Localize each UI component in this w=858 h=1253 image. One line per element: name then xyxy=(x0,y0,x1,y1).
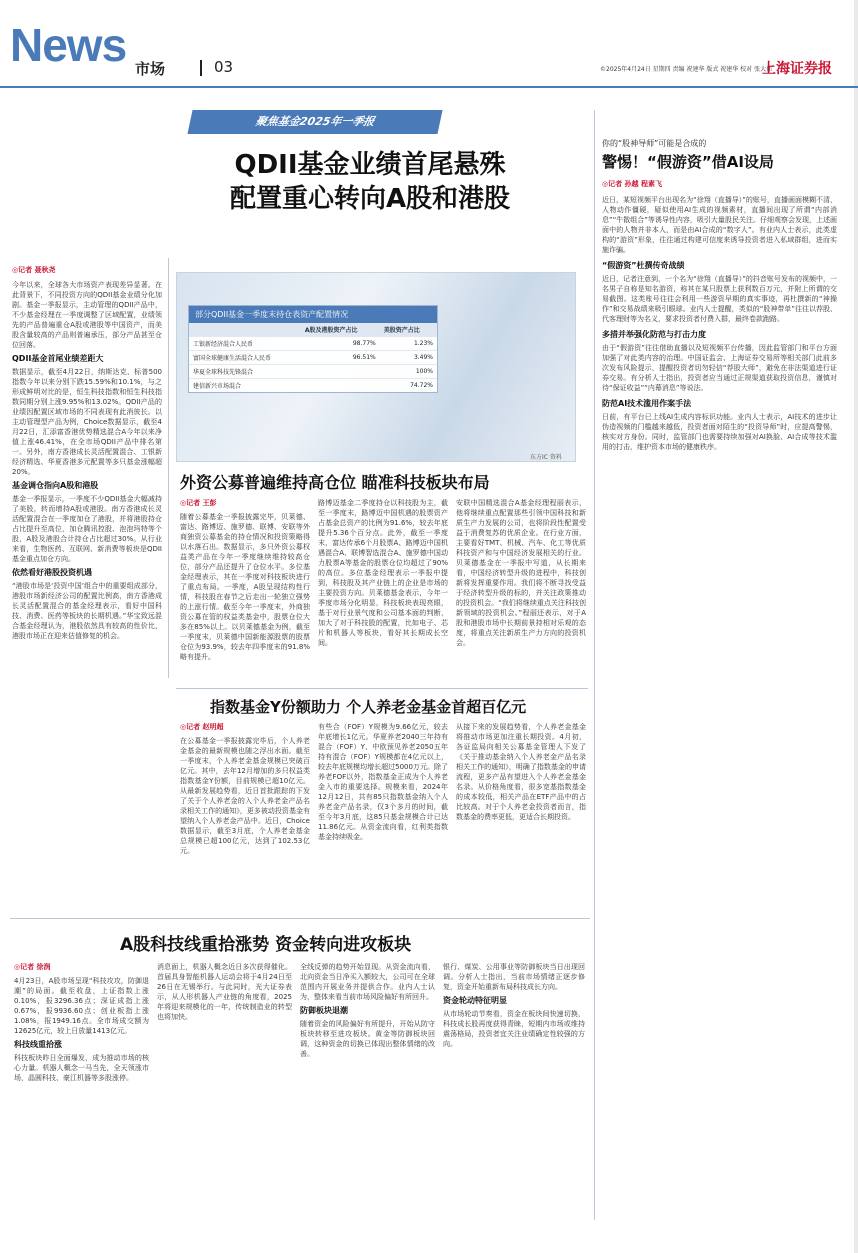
bottom-col-4-text: 银行、煤炭、公用事业等防御板块当日出现回调。分析人士指出，当前市场情绪正逐步修复，资金开始重新布局科技成长方向。 xyxy=(443,963,585,991)
table-cell xyxy=(301,379,380,393)
newspaper-name: 上海证券报 xyxy=(762,61,832,77)
bottom-subhead-1: 科技线重拾涨 xyxy=(14,1040,62,1049)
side-para-1: 近日，某短视频平台出现名为“徐翔（直播导）”的账号，直播画面模糊不清，人物动作僵硬，疑似使用AI生成的视频素材，直播间出现了所谓“内部消息”“牛散组合”等诱导性内容，吸引大量股民关注。仔细观察会发现，上述画面中的人物并非本人，而是由AI合成的“数字人”。有业内人士表示，此类虚构的“游资”形象，往往通过构建可信度来诱导投资者进入私域群组，进而实施诈骗。 xyxy=(602,196,837,254)
lead-headline-line-2: 配置重心转向A股和港股 xyxy=(229,184,511,214)
story2-headline: 外资公募普遍维持高仓位 瞄准科技板块布局 xyxy=(180,473,490,492)
bottom-headline: A股科技线重拾涨势 资金转向进攻板块 xyxy=(120,935,412,955)
table-cell: 74.72% xyxy=(380,379,437,393)
side-para-4: 日前，有平台已上线AI生成内容标识功能。业内人士表示，AI技术的进步让伪造视频的门槛越来越低，投资者面对陌生的“投资导师”时，应提高警惕，核实对方身份。同时，监管部门也需要持续加强对AI换脸、AI合成等技术滥用的打击，维护资本市场的健康秩序。 xyxy=(602,413,837,451)
masthead-date-line: ©2025年4月24日 星期四 责编 祝建华 版式 祝建华 校对 张大伟 xyxy=(600,66,773,73)
lead-para-3: “港股市场是‘投资中国’组合中的重要组成部分，港股市场新经济公司的配置比例高，南方香港成长灵活配置混合的基金经理表示，看好中国科技、消费、医药等板块的长期机遇。”华宝致远混合基金经理认为，港股依然具有较高的性价比，港股市场正在迎来估值修复的机会。 xyxy=(12,582,162,640)
bottom-col-4 xyxy=(443,962,585,1049)
side-para-2: 近日，记者注意到，一个名为“徐翔（直播导）”的抖音账号发布的视频中，一名男子自称是知名游资，称其在某只股票上获利数百万元，并附上所谓的交易截图。这类账号往往会利用一些游资早期的真实事迹，再杜撰新的“神操作”和交易战绩来吸引眼球。业内人士提醒，类似的“股神带单”往往以荐股、代客理财等为名义，要求投资者付费入群，最终卷款跑路。 xyxy=(602,275,837,323)
table-row xyxy=(189,337,437,351)
bottom-subhead-3: 防御板块退潮 xyxy=(300,1006,348,1015)
table-cell: 96.51% xyxy=(301,351,380,365)
bottom-rule xyxy=(10,918,590,919)
table-title: 部分QDII基金一季度末持仓表资产配置情况 xyxy=(189,306,437,323)
table-cell: 3.49% xyxy=(380,351,437,365)
side-kicker: 你的“股神导师”可能是合成的 xyxy=(602,139,707,148)
table-row xyxy=(189,351,437,365)
bottom-col-1-text: 4月23日，A股市场呈现“科技攻攻，防御退潮”的局面。截至收盘，上证指数上涨0.10%，报3296.36点；深证成指上涨0.67%，报9936.60点；创业板指上涨1.08%，报1949.16点。全市场成交额为12625亿元，较上日放量1413亿元。 xyxy=(14,977,149,1035)
side-para-3: 由于“假游资”往往借助直播以及短视频平台传播，因此监管部门和平台方面加强了对此类内容的治理。中国证监会、上海证券交易所等相关部门此前多次发布风险提示，提醒投资者切勿轻信“荐股大师”，避免在非法渠道进行证券交易。有分析人士指出，投资者应当通过正规渠道获取投资信息，谨慎对待“保证收益”“内幕消息”等说法。 xyxy=(602,344,837,392)
lead-subhead-1: QDII基金首尾业绩差距大 xyxy=(12,354,104,363)
side-article xyxy=(602,138,837,452)
lead-intro: 今年以来，全球各大市场资产表现差异显著。在此背景下，不同投资方向的QDII基金业绩分化加剧。基金一季报显示，主动管理的QDII产品中，不少基金经理在一季度调整了区域配置，业绩领先的产品普遍重仓A股或港股等中国资产，而美股含量较高的产品则普遍承压，部分产品甚至仓位回落。 xyxy=(12,281,162,349)
table-header-cell: A股及港股资产占比 xyxy=(301,323,380,337)
story3-byline: ◎记者 赵明超 xyxy=(180,723,224,731)
topic-banner: 聚焦基金2025年一季报 xyxy=(187,110,442,134)
masthead-rule xyxy=(0,86,858,88)
lead-para-2: 基金一季报显示，一季度不少QDII基金大幅减持了美股，转而增持A股或港股。南方香港成长灵活配置混合在一季度加仓了港股，并将港股持仓占比提升至高位，加仓腾讯控股、泡泡玛特等个股，A股及港股合计持仓占比超过30%。从行业来看，生物医药、互联网、新消费等板块是QDII基金重点加仓方向。 xyxy=(12,495,162,563)
masthead-brand: News xyxy=(10,19,127,71)
bottom-subhead-4: 资金轮动特征明显 xyxy=(443,996,507,1005)
masthead-page-number: 03 xyxy=(214,58,234,76)
lead-para-1: 数据显示，截至4月22日，纳斯达克、标普500指数今年以来分别下跌15.59%和10.1%，与之形成鲜明对比的是，恒生科技指数和恒生科技指数同期分别上涨9.95%和13.02%。QDII产品的业绩因配置区域市场的不同表现有此消彼长。以主动管理型产品为例，Choice数据显示，截至4月22日，汇添富香港优势精选混合A今年以来净值上涨46.41%，在全市场QDII产品中排名第一。另外，南方香港成长灵活配置混合、工银新经济精选、华夏香港多元配置等多只基金涨幅超20%。 xyxy=(12,368,162,476)
side-column-rule xyxy=(594,110,595,1220)
story3-headline: 指数基金Y份额助力 个人养老金基金首超百亿元 xyxy=(210,698,527,716)
lead-article-column-1 xyxy=(12,265,162,641)
story3-col-1: 在公募基金一季报披露完毕后，个人养老金基金的最新规模也随之浮出水面。截至一季度末，个人养老金基金规模已突破百亿元。其中，去年12月增加的多只权益类指数基金Y份额，目前规模已超10亿元。从最新发展趋势看，近日首批跟踪的下发了关于个人养老金的入个人养老金产品名录相关工作的通知》，更多被动投资基金有望纳入个人养老金产品中。近日，Choice数据显示，截至3月底，个人养老金基金总规模已超100亿元，达到了102.53亿元。 xyxy=(180,737,310,855)
bottom-col-3-text: 全线反弹的趋势开始显现。从资金流向看，北向资金当日净买入额较大，公司可在全球范围内开展业务并提供合作。业内人士认为，整体来看当前市场风险偏好有所回升。 xyxy=(300,963,435,1001)
table-cell: 100% xyxy=(380,365,437,379)
bottom-byline: ◎记者 徐润 xyxy=(14,963,51,971)
table-cell: 98.77% xyxy=(301,337,380,351)
lead-subhead-2: 基金调仓指向A股和港股 xyxy=(12,481,99,490)
masthead-section: 市场 xyxy=(135,60,166,78)
table-cell: 工银新经济混合人民币 xyxy=(189,337,301,351)
story2-col-1: 随着公募基金一季报披露完毕，贝莱德、富达、路博迈、施罗德、联博、安联等外商独资公募基金的持仓情况和投资策略得以水落石出。数据显示，多只外资公募权益类产品在今年一季度继续维持较高仓位，部分产品还提升了仓位水平。多位基金经理表示，其在一季度对科技板块进行了重点布局。一季度，A股呈现结构性行情，科技股在春节之后走出一轮独立强势的上涨行情。截至今年一季度末，外商独资公募在管的权益类基金中，股票仓位大多在85%以上。以贝莱德基金为例，截至一季度末，贝莱德中国新能源股票的股票仓位为93.9%，较去年四季度末的91.8%略有提升。 xyxy=(180,513,310,661)
bottom-col-2: 消息面上，机器人概念近日多次获得催化。首届具身智能机器人运动会将于4月24日至26日在无锡举行。与此同时，光大证券表示，从人形机器人产业链的角度看，2025年将迎来规模化的一年，传统制造业的转型也将加快。 xyxy=(157,963,292,1021)
bottom-col-1b-text: 科技板块昨日全面爆发，成为推动市场的核心力量。机器人概念一马当先，全天领涨市场，晶圆科技、豪江机器等多股涨停。 xyxy=(14,1054,149,1082)
table-cell xyxy=(301,365,380,379)
lead-subhead-3: 依然看好港股投资机遇 xyxy=(12,568,92,577)
table-row xyxy=(189,365,437,379)
bottom-col-3 xyxy=(300,962,435,1059)
masthead-divider xyxy=(200,60,202,76)
story3-col-3: 从接下来的发展趋势看，个人养老金基金将推动市场更加注重长期投资。4月初，各证监局向相关公募基金管理人下发了《关于推动基金纳入个人养老金产品名录相关工作的通知》，明确了指数基金的申请流程，更多产品有望进入个人养老金基金名录。从价格角度看，很多宽基指数基金的成本较低，相关产品在ETF产品中的占比较高。对于个人养老金投资者而言，指数基金的费率更低，更适合长期投资。 xyxy=(456,723,586,821)
story2-col-3: 安联中国精选混合A基金经理程丽表示，他将继续重点配置那些引领中国科技和新质生产力发展的公司，也将阶段性配置受益于消费复苏的优质企业。在行业方面，主要看好TMT、机械、汽车、化工等优质科技资产和与中国经济发展相关的行业。贝莱德基金在一季报中写道，从长期来看，中国经济转型升级的进程中，科技创新将发挥重要作用。我们将不断寻找受益于经济转型升级的标的，并关注政策推动的投资机会。“我们将继续重点关注科技创新领域的投资机会。”程丽还表示，对于A股和港股市场中长期前景持相对乐观的态度，将重点关注新质生产力方向的投资机会。 xyxy=(456,499,586,647)
page-edge xyxy=(854,0,858,1253)
story2-col-2: 路博迈基金二季度持仓以科技股为主，截至一季度末，路博迈中国机遇的股票资产占基金总资产的比例为91.6%，较去年底提升5.36个百分点。此外，截至一季度末，富达传承6个月股票A、路博迈中国机遇混合A、联博智选混合A、施罗德中国动力股票A等基金的股票仓位均超过了90%的高位。多位基金经理表示一季报中提到，科技股及其产业链上的企业是市场的主要投资方向。贝莱德基金表示，今年一季度市场分化明显，科技板块表现亮眼，基于对行业景气度和公司基本面的判断，加大了对于科技股的配置，比如电子、芯片和机器人等板块，看好其长期成长空间。 xyxy=(318,499,448,647)
table xyxy=(189,323,437,392)
table-cell: 建信新兴市场混合 xyxy=(189,379,301,393)
table-cell: 富国全球健康生活混合人民币 xyxy=(189,351,301,365)
allocation-table xyxy=(188,305,438,393)
table-header-cell: 美股资产占比 xyxy=(380,323,437,337)
bottom-col-4b-text: 从市场轮动节奏看，资金在板块间快速切换，科技成长股再度获得青睐，短期内市场或维持震荡格局，投资者宜关注业绩确定性较强的方向。 xyxy=(443,1010,585,1048)
lead-headline-line-1: QDII基金业绩首尾悬殊 xyxy=(234,150,506,180)
table-row xyxy=(189,379,437,393)
story3-col-2: 有些合（FOF）Y规模为9.66亿元，较去年底增长1亿元。华夏养老2040三年持有混合（FOF）Y、中欧预见养老2050五年持有混合（FOF）Y规模都在4亿元以上，较去年底规模均增长超过5000万元。除了养老FOF以外，指数基金正成为个人养老金入市的重要选择。规模来看，2024年12月12日，共有85只指数基金纳入个人养老金产品名录，仅3个多月的时间，截至今年3月底，这85只基金规模合计已达11.86亿元。从资金流向看，红利类指数基金持续吸金。 xyxy=(318,723,448,841)
side-subhead-1: “假游资”杜撰传奇战绩 xyxy=(602,261,685,270)
table-header-cell xyxy=(189,323,301,337)
photo-credit: 东方IC 资料 xyxy=(530,454,562,461)
lead-headline xyxy=(160,148,580,216)
bottom-col-3b-text: 随着资金的风险偏好有所提升，开始从防守板块转移至进攻板块。黄金等防御板块回调，这种资金的切换已体现出整体情绪的改善。 xyxy=(300,1020,435,1058)
table-cell: 华夏全球科技先锋混合 xyxy=(189,365,301,379)
side-subhead-3: 防范AI技术滥用作案手法 xyxy=(602,399,692,408)
side-subhead-2: 多措并举强化防范与打击力度 xyxy=(602,330,706,339)
story2-byline: ◎记者 王彭 xyxy=(180,499,217,507)
lead-byline: ◎记者 聂秋尧 xyxy=(12,266,56,274)
section-rule xyxy=(176,688,588,689)
table-cell: 1.23% xyxy=(380,337,437,351)
column-rule xyxy=(168,258,169,678)
side-headline: 警惕！“假游资”借AI设局 xyxy=(602,153,774,171)
bottom-col-1 xyxy=(14,976,149,1083)
side-byline: ◎记者 孙越 程素飞 xyxy=(602,180,662,188)
